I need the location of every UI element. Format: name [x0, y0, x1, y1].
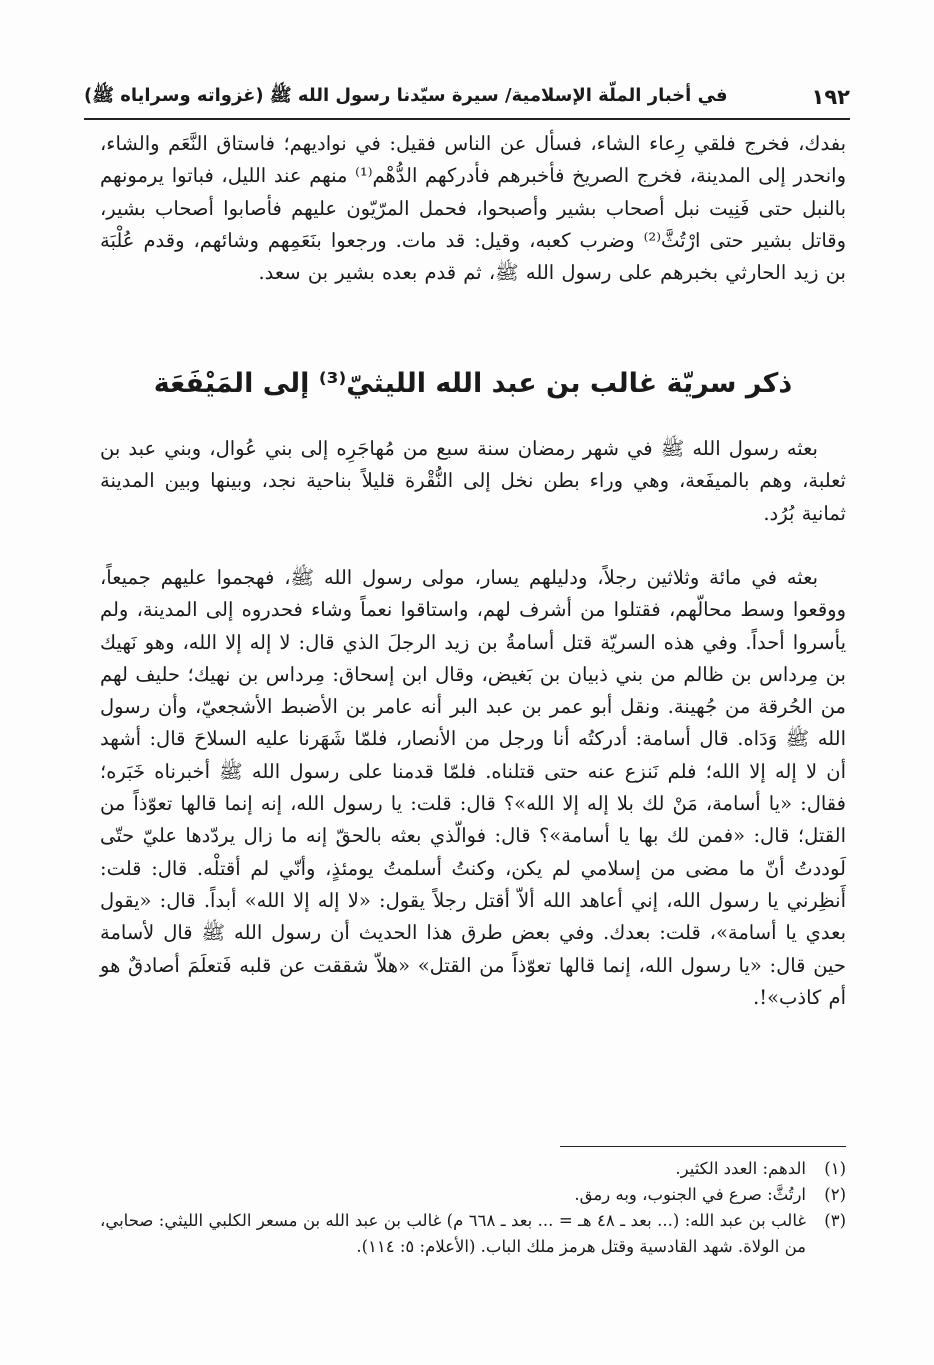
footnote-number: (٢) — [824, 1185, 846, 1204]
footnote-text: ارتُثَّ: صرع في الجنوب، وبه رمق. — [574, 1185, 806, 1204]
page-header — [84, 78, 850, 116]
footnote-number: (١) — [824, 1159, 846, 1178]
paragraph-narrative: بعثه في مائة وثلاثين رجلاً، ودليلهم يسار، مولى رسول الله ﷺ، فهجموا عليهم جميعاً، ووقعوا وسط محالّهم، فقتلوا من أشرف لهم، واستاقوا نعماً وشاء فحدروه إلى المدينة، ولم يأسروا أحداً. وفي هذه السريّة قتل أسامةُ بن زيد الرجلَ الذي قال: لا إله إلا الله، وهو نَهيك بن مِرداس بن ظالم من بني ذبيان بن بَغيض، وقال ابن إسحاق: مِرداس بن نهيك؛ حليف لهم من الحُرقة من جُهينة. ونقل أبو عمر بن عبد البر أنه عامر بن الأضبط الأشجعيّ، وأن رسول الله ﷺ وَدَاه. قال أسامة: أدركتُه أنا ورجل من الأنصار، فلمّا شَهَرنا عليه السلاحَ قال: أشهد أن لا إله إلا الله؛ فلم نَنزع عنه حتى قتلناه. فلمّا قدمنا على رسول الله ﷺ أخبرناه خَبَره؛ فقال: «يا أسامة، مَنْ لك بلا إله إلا الله»؟ قال: قلت: يا رسول الله، إنه إنما قالها تعوّذاً من القتل؛ قال: «فمن لك بها يا أسامة»؟ قال: فوالّذي بعثه بالحقّ إنه ما زال يردّدها عليّ حتّى لَوددتُ أنّ ما مضى من إسلامي لم يكن، وكنتُ أسلمتُ يومئذٍ، وأنّي لم أقتلْه. قال: قلت: أَنظِرني يا رسول الله، إني أعاهد الله ألاّ أقتل رجلاً يقول: «لا إله إلا الله» أبداً. قال: «يقول بعدي يا أسامة»، قلت: بعدك. وفي بعض طرق هذا الحديث أن رسول الله ﷺ قال لأسامة حين قال: «يا رسول الله، إنما قالها تعوّذاً من القتل» «هلاّ شققت عن قلبه فَتعلَمَ أصادقٌ هو أم كاذب»!. — [100, 566, 846, 1009]
page-number: ١٩٢ — [811, 85, 850, 109]
header-divider — [84, 118, 850, 120]
footnotes — [100, 1156, 846, 1260]
section-heading: ذكر سريّة غالب بن عبد الله الليثيّ⁽³⁾ إلى المَيْفَعَة — [153, 368, 793, 399]
footnote-divider — [560, 1146, 846, 1147]
footnote-item — [100, 1182, 846, 1208]
running-title: في أخبار الملّة الإسلامية/ سيرة سيّدنا رسول الله ﷺ (غزواته وسراياه ﷺ) — [84, 85, 728, 106]
footnote-text: غالب بن عبد الله: (... بعد ـ ٤٨ هـ = ... بعد ـ ٦٦٨ م) غالب بن عبد الله بن مسعر الكلبي الليثي: صحابي، من الولاة. شهد القادسية وقتل هرمز ملك الباب. (الأعلام: ٥: ١١٤). — [100, 1211, 806, 1256]
footnote-item — [100, 1156, 846, 1182]
footnote-item — [100, 1208, 846, 1260]
footnote-text: الدهم: العدد الكثير. — [675, 1159, 806, 1178]
footnote-number: (٣) — [824, 1211, 846, 1230]
paragraph-continuation: بفدك، فخرج فلقي رِعاء الشاء، فسأل عن الناس فقيل: في نواديهم؛ فاستاق النَّعَم والشاء، وانحدر إلى المدينة، فخرج الصريخ فأخبرهم فأدركهم الدُّهْم⁽¹⁾ منهم عند الليل، فباتوا يرمونهم بالنبل حتى فَنِيت نبل أصحاب بشير وأصبحوا، فحمل المرّيّون عليهم فأصابوا أصحاب بشير، وقاتل بشير حتى ارْتُثَّ⁽²⁾ وضرب كعبه، وقيل: قد مات. ورجعوا بنَعَمِهم وشائهم، وقدم عُلْبَة بن زيد الحارثي بخبرهم على رسول الله ﷺ، ثم قدم بعده بشير بن سعد. — [100, 132, 847, 285]
paragraph-intro: بعثه رسول الله ﷺ في شهر رمضان سنة سبع من مُهاجَرِه إلى بني عُوال، وبني عبد بن ثعلبة، وهم بالميفَعة، وهي وراء بطن نخل إلى النُّقْرة قليلاً بناحية نجد، وبينها وبين المدينة ثمانية بُرُد. — [100, 437, 846, 525]
